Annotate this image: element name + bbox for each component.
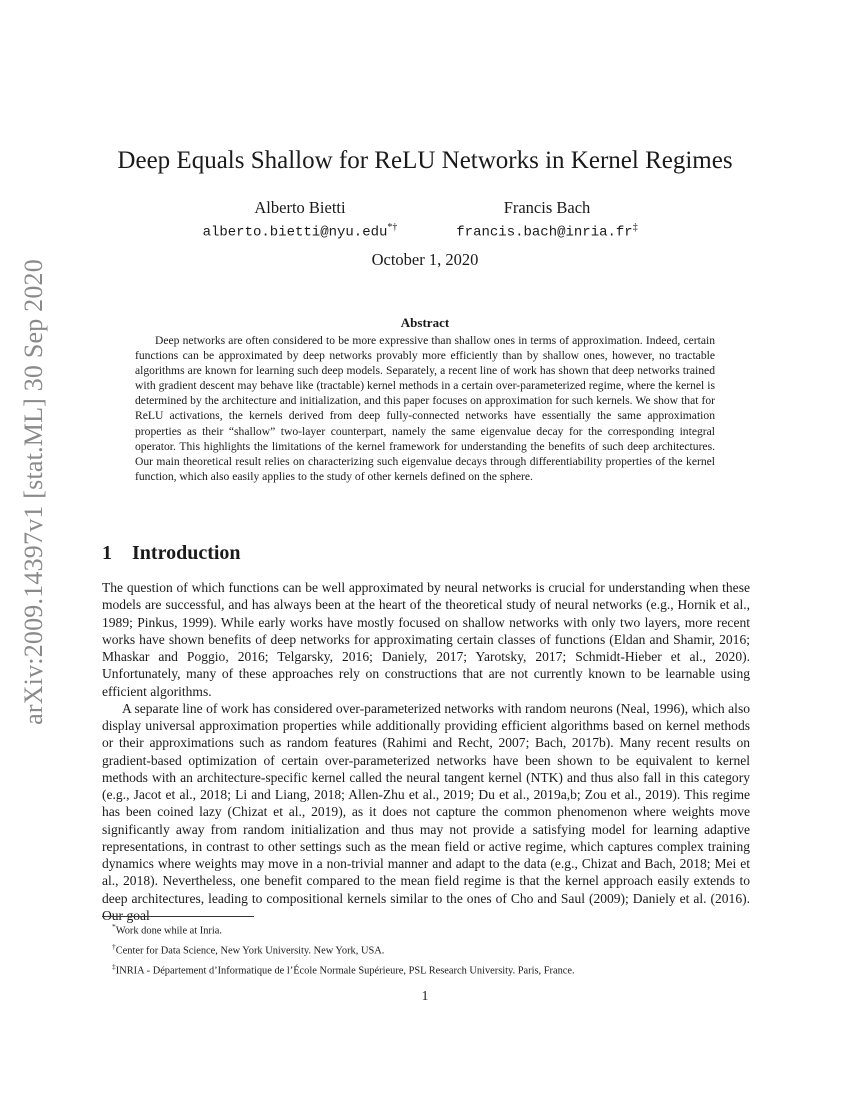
author-name: Francis Bach — [503, 198, 591, 217]
affiliation-marks: ‡ — [632, 222, 638, 233]
author-email[interactable]: alberto.bietti@nyu.edu*† — [202, 222, 398, 241]
author-block — [175, 198, 425, 241]
footnote: *Work done while at Inria. — [112, 922, 222, 937]
footnote: †Center for Data Science, New York University. New York, USA. — [112, 941, 385, 957]
author-name: Alberto Bietti — [254, 198, 346, 217]
paragraph: A separate line of work has considered over-parameterized networks with random neurons (Neal, 1996), which also display universal approximation properties while additionally providing efficient algorithms based on kernel methods or their approximations such as random features (Rahimi and Recht, 2007; Bach, 2017b). Many recent results on gradient-based optimization of certain over-parameterized networks have been shown to be equivalent to kernel methods with an architecture-specific kernel called the neural tangent kernel (NTK) and thus also fall in this category (e.g., Jacot et al., 2018; Li and Liang, 2018; Allen-Zhu et al., 2019; Du et al., 2019a,b; Zou et al., 2019). This regime has been coined lazy (Chizat et al., 2019), as it does not capture the common phenomenon where weights move significantly away from random initialization and thus may not provide a satisfying model for learning adaptive representations, in contrast to other settings such as the mean field or active regime, which captures complex training dynamics where weights may move in a non-trivial manner and adapt to the data (e.g., Chizat and Bach, 2018; Mei et al., 2018). Nevertheless, one benefit compared to the mean field regime is that the kernel approach easily extends to deep architectures, leading to compositional kernels similar to the ones of Cho and Saul (2009); Daniely et al. (2016). Our goal — [102, 700, 750, 923]
affiliation-marks: *† — [387, 222, 398, 233]
page-number: 1 — [421, 988, 429, 1003]
abstract-heading: Abstract — [400, 315, 450, 330]
author-email[interactable]: francis.bach@inria.fr‡ — [456, 222, 638, 241]
footnotes — [102, 919, 750, 979]
arxiv-stamp — [14, 259, 54, 725]
body-text — [102, 579, 750, 924]
paper-title: Deep Equals Shallow for ReLU Networks in Kernel Regimes — [117, 147, 733, 174]
section-title: Introduction — [132, 542, 241, 564]
paragraph: The question of which functions can be well approximated by neural networks is crucial for understanding when these models are successful, and has always been at the heart of the theoretical study of neural networks (e.g., Hornik et al., 1989; Pinkus, 1999). While early works have mostly focused on shallow networks with only two layers, more recent works have shown benefits of deep networks for approximating certain classes of functions (Eldan and Shamir, 2016; Mhaskar and Poggio, 2016; Telgarsky, 2016; Daniely, 2017; Yarotsky, 2017; Schmidt-Hieber et al., 2020). Unfortunately, many of these approaches rely on constructions that are not currently known to be learnable using efficient algorithms. — [102, 580, 750, 699]
author-block — [422, 198, 672, 241]
footnote-rule — [102, 916, 254, 917]
abstract-text: Deep networks are often considered to be more expressive than shallow ones in terms of approximation. Indeed, certain functions can be approximated by deep networks provably more efficiently than by shallow ones, however, no tractable algorithms are known for learning such deep models. Separately, a recent line of work has shown that deep networks trained with gradient descent may behave like (tractable) kernel methods in a certain over-parameterized regime, where the kernel is determined by the architecture and initialization, and this paper focuses on approximation for such kernels. We show that for ReLU activations, the kernels derived from deep fully-connected networks have essentially the same approximation properties as their “shallow” two-layer counterpart, namely the same eigenvalue decay for the corresponding integral operator. This highlights the limitations of the kernel framework for understanding the benefits of such deep architectures. Our main theoretical result relies on characterizing such eigenvalue decays through differentiability properties of the kernel function, which also easily applies to the study of other kernels defined on the sphere. — [135, 334, 715, 483]
publication-date: October 1, 2020 — [371, 250, 479, 269]
section-heading — [102, 542, 752, 565]
arxiv-stamp-text: arXiv:2009.14397v1 [stat.ML] 30 Sep 2020 — [19, 259, 48, 725]
section-number: 1 — [102, 542, 112, 564]
footnote: ‡INRIA - Département d’Informatique de l’École Normale Supérieure, PSL Research University. Paris, France. — [112, 961, 575, 977]
